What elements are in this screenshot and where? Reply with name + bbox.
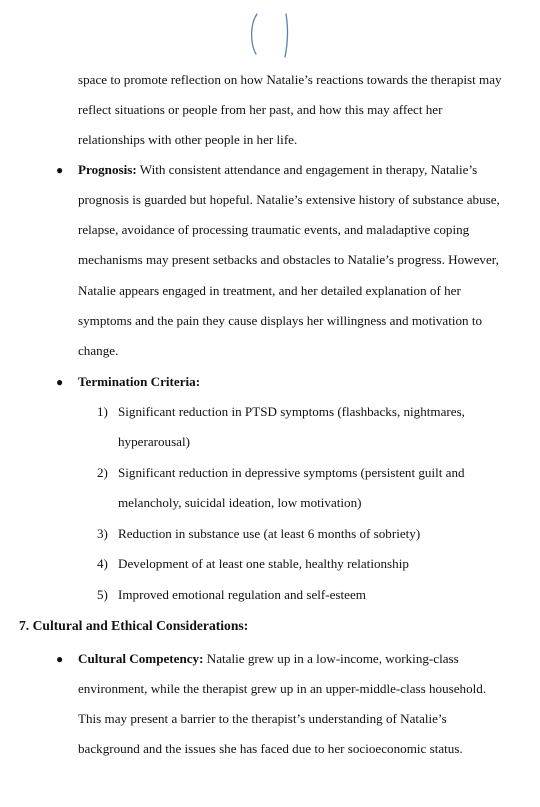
prognosis-label: Prognosis: bbox=[78, 162, 137, 177]
cultural-first-line bbox=[78, 651, 459, 667]
handwritten-bracket-mark bbox=[244, 10, 300, 58]
prognosis-first-text: With consistent attendance and engagement in therapy, Natalie’s bbox=[139, 162, 478, 177]
criterion-text: Significant reduction in depressive symptoms (persistent guilt and bbox=[118, 465, 465, 480]
criterion-number: 1) bbox=[97, 404, 108, 419]
prognosis-line: prognosis is guarded but hopeful. Natalie’s extensive history of substance abuse, bbox=[78, 192, 500, 207]
prognosis-bullet: ● bbox=[56, 163, 64, 177]
criterion-text-continued: melancholy, suicidal ideation, low motivation) bbox=[118, 495, 362, 510]
criterion-text-continued: hyperarousal) bbox=[118, 434, 190, 449]
section-heading: 7. Cultural and Ethical Considerations: bbox=[19, 618, 249, 633]
cultural-first-text: Natalie grew up in a low-income, working-class bbox=[206, 651, 459, 666]
termination-bullet: ● bbox=[56, 375, 64, 389]
termination-label: Termination Criteria: bbox=[78, 374, 201, 389]
prognosis-line: mechanisms may present setbacks and obstacles to Natalie’s progress. However, bbox=[78, 252, 499, 267]
criterion-text: Reduction in substance use (at least 6 months of sobriety) bbox=[118, 526, 421, 541]
prognosis-line: Natalie appears engaged in treatment, and her detailed explanation of her bbox=[78, 283, 461, 298]
criterion-text: Significant reduction in PTSD symptoms (flashbacks, nightmares, bbox=[118, 404, 465, 419]
cultural-line: environment, while the therapist grew up in an upper-middle-class household. bbox=[78, 681, 487, 696]
intro-line-1: space to promote reflection on how Natalie’s reactions towards the therapist may bbox=[78, 72, 502, 87]
cultural-line: background and the issues she has faced due to her socioeconomic status. bbox=[78, 741, 463, 756]
cultural-bullet: ● bbox=[56, 652, 64, 666]
criterion-text: Improved emotional regulation and self-esteem bbox=[118, 587, 366, 602]
criterion-number: 3) bbox=[97, 526, 108, 541]
criterion-text: Development of at least one stable, healthy relationship bbox=[118, 556, 409, 571]
intro-line-2: reflect situations or people from her past, and how this may affect her bbox=[78, 102, 443, 117]
cultural-line: This may present a barrier to the therapist’s understanding of Natalie’s bbox=[78, 711, 447, 726]
intro-line-3: relationships with other people in her life. bbox=[78, 132, 298, 147]
criterion-number: 4) bbox=[97, 556, 108, 571]
criterion-number: 5) bbox=[97, 587, 108, 602]
prognosis-first-line bbox=[78, 162, 477, 178]
cultural-label: Cultural Competency: bbox=[78, 651, 204, 666]
prognosis-line: symptoms and the pain they cause displays her willingness and motivation to bbox=[78, 313, 483, 328]
prognosis-line: change. bbox=[78, 343, 119, 358]
prognosis-line: relapse, avoidance of processing traumatic events, and maladaptive coping bbox=[78, 222, 470, 237]
criterion-number: 2) bbox=[97, 465, 108, 480]
